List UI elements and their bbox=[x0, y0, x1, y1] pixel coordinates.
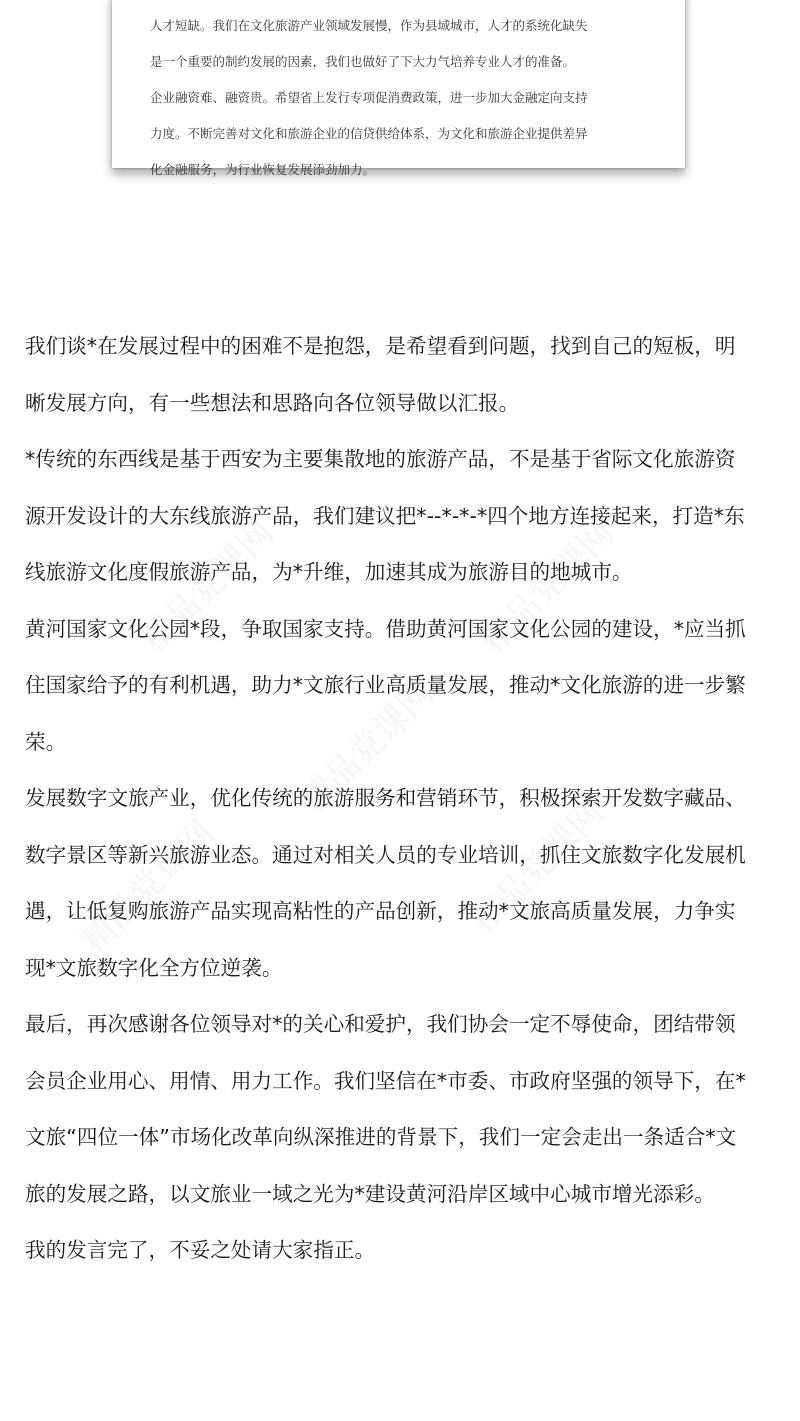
paragraph bbox=[25, 431, 785, 601]
paragraph-line: 住国家给予的有利机遇，助力*文旅行业高质量发展，推动*文化旅游的进一步繁 bbox=[25, 673, 746, 697]
paragraph-line: 我们谈*在发展过程中的困难不是抱怨，是希望看到问题，找到自己的短板，明 bbox=[25, 334, 736, 358]
paragraph-line: 黄河国家文化公园*段，争取国家支持。借助黄河国家文化公园的建设，*应当抓 bbox=[25, 616, 746, 641]
paragraph-line: 遇，让低复购旅游产品实现高粘性的产品创新，推动*文旅高质量发展，力争实 bbox=[25, 899, 736, 923]
paragraph-line: 晰发展方向，有一些想法和思路向各位领导做以汇报。 bbox=[25, 390, 520, 415]
paragraph-line: 数字景区等新兴旅游业态。通过对相关人员的专业培训，抓住文旅数字化发展机 bbox=[25, 842, 746, 867]
paragraph-line: 现*文旅数字化全方位逆袭。 bbox=[25, 955, 283, 980]
card-line: 企业融资难、融资贵。希望省上发行专项促消费政策，进一步加大金融定向支持 bbox=[150, 90, 588, 105]
paragraph-line: 会员企业用心、用情、用力工作。我们坚信在*市委、市政府坚强的领导下，在* bbox=[25, 1068, 746, 1093]
paragraph bbox=[25, 601, 785, 771]
card-line: 人才短缺。我们在文化旅游产业领域发展慢，作为县域城市，人才的系统化缺失 bbox=[150, 18, 588, 33]
paragraph bbox=[25, 996, 785, 1222]
card-text bbox=[150, 8, 588, 188]
paragraph-line: 发展数字文旅产业，优化传统的旅游服务和营销环节，积极探索开发数字藏品、 bbox=[25, 786, 746, 810]
speech-body bbox=[25, 318, 785, 1279]
card-line: 是一个重要的制约发展的因素，我们也做好了下大力气培养专业人才的准备。 bbox=[150, 54, 576, 69]
paragraph-line: 旅的发展之路，以文旅业一域之光为*建设黄河沿岸区域中心城市增光添彩。 bbox=[25, 1181, 715, 1206]
paragraph-line: 源开发设计的大东线旅游产品，我们建议把*--*-*-*四个地方连接起来，打造*东 bbox=[25, 503, 745, 528]
paragraph bbox=[25, 770, 785, 996]
paragraph-line: 荣。 bbox=[25, 729, 67, 754]
paragraph-line: 文旅“四位一体”市场化改革向纵深推进的背景下，我们一定会走出一条适合*文 bbox=[25, 1125, 737, 1149]
paragraph-line: *传统的东西线是基于西安为主要集散地的旅游产品，不是基于省际文化旅游资 bbox=[25, 447, 736, 471]
card-line: 力度。不断完善对文化和旅游企业的信贷供给体系，为文化和旅游企业提供差异 bbox=[150, 126, 588, 141]
paragraph-line: 最后，再次感谢各位领导对*的关心和爱护，我们协会一定不辱使命，团结带领 bbox=[25, 1012, 736, 1036]
paragraph bbox=[25, 1222, 785, 1279]
card-line: 化金融服务，为行业恢复发展添劲加力。 bbox=[150, 162, 376, 177]
paragraph bbox=[25, 318, 785, 431]
paragraph-line: 线旅游文化度假旅游产品，为*升维，加速其成为旅游目的地城市。 bbox=[25, 560, 633, 584]
paragraph-line: 我的发言完了，不妥之处请大家指正。 bbox=[25, 1238, 376, 1262]
quoted-document-card bbox=[112, 0, 685, 177]
